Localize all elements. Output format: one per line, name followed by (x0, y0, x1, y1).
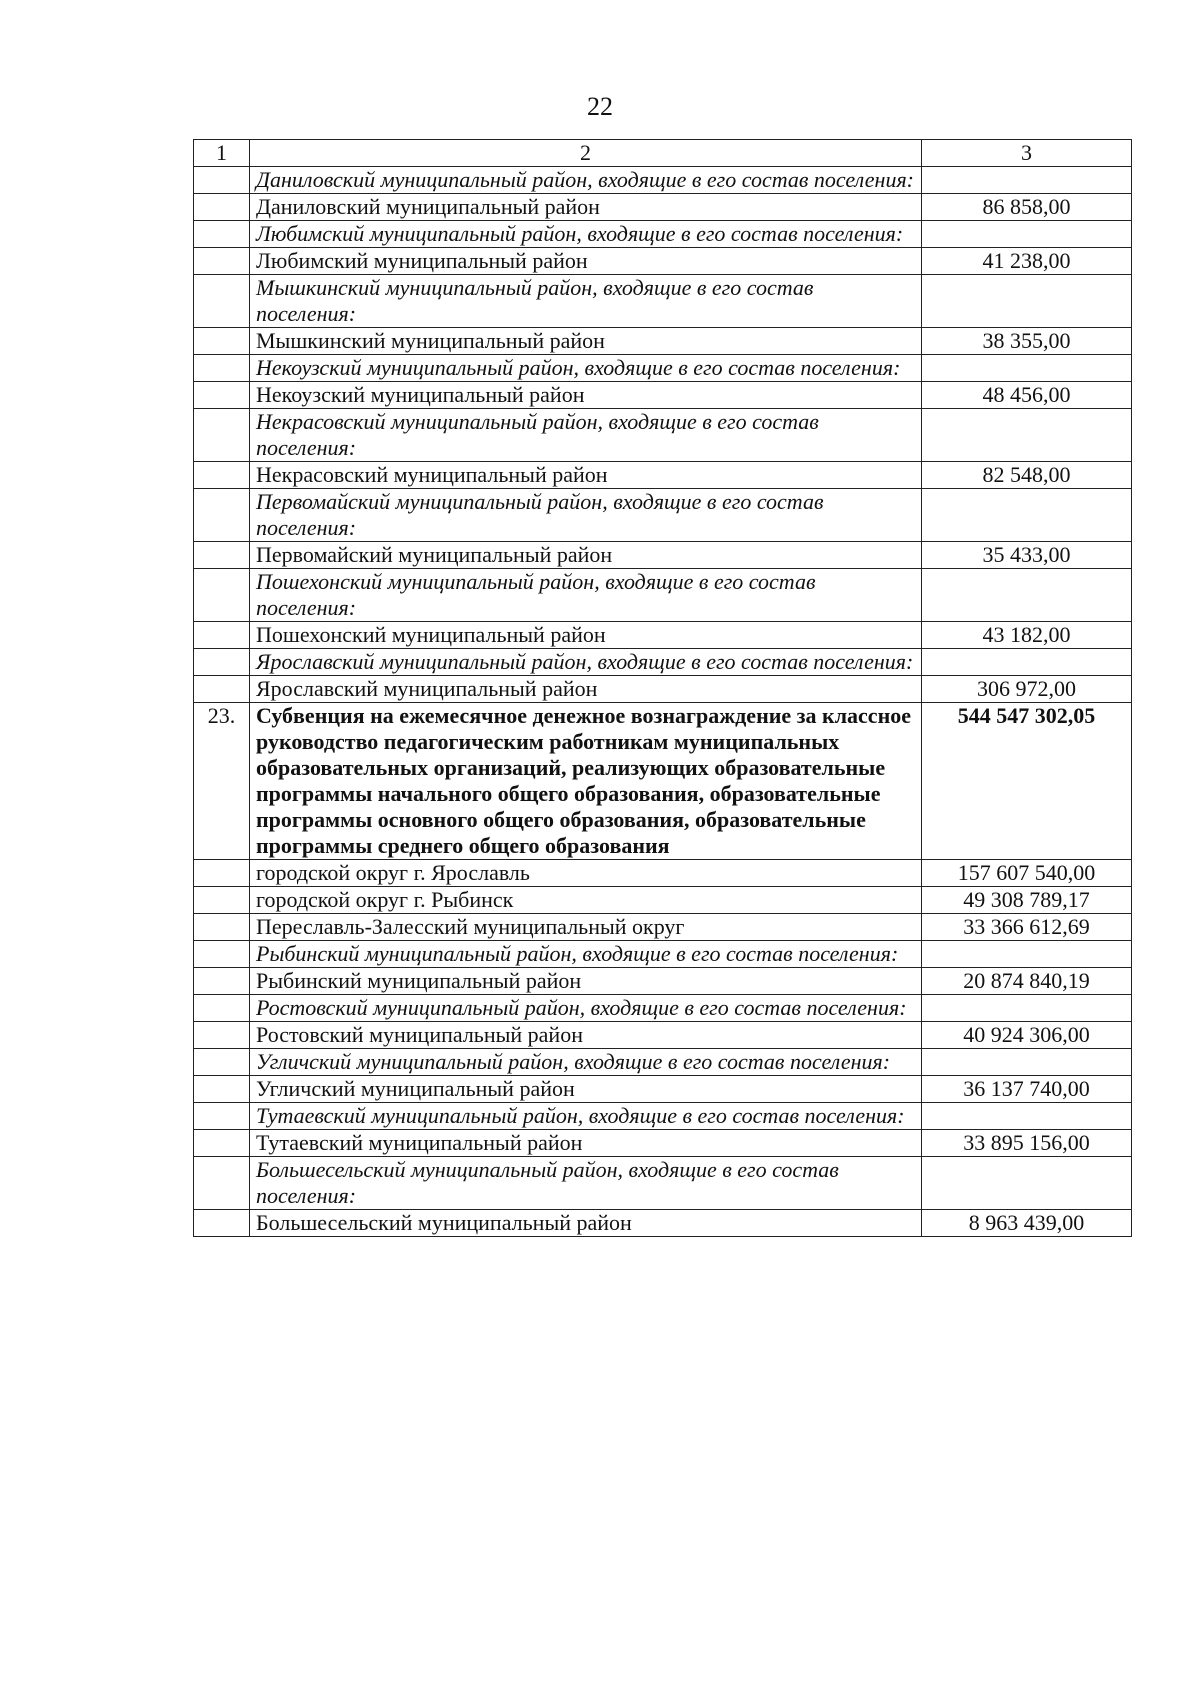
amount-cell (922, 355, 1132, 382)
district-name-cell: Тутаевский муниципальный район, входящие в его состав поселения: (250, 1103, 922, 1130)
amount-cell: 33 895 156,00 (922, 1130, 1132, 1157)
amount-cell: 38 355,00 (922, 328, 1132, 355)
row-number-cell (194, 355, 250, 382)
amount-cell (922, 941, 1132, 968)
amount-cell (922, 1157, 1132, 1210)
district-row (194, 382, 1132, 409)
section-number: 23. (194, 703, 250, 860)
district-row (194, 676, 1132, 703)
district-name-cell: Ростовский муниципальный район, входящие в его состав поселения: (250, 995, 922, 1022)
amount-cell (922, 409, 1132, 462)
row-number-cell (194, 221, 250, 248)
amount-cell: 41 238,00 (922, 248, 1132, 275)
district-group-row (194, 1049, 1132, 1076)
amount-cell: 36 137 740,00 (922, 1076, 1132, 1103)
district-group-row (194, 1103, 1132, 1130)
row-number-cell (194, 649, 250, 676)
row-number-cell (194, 622, 250, 649)
district-row (194, 1210, 1132, 1237)
district-name-cell: Пошехонский муниципальный район (250, 622, 922, 649)
district-group-row (194, 355, 1132, 382)
row-number-cell (194, 569, 250, 622)
row-number-cell (194, 676, 250, 703)
district-name-cell: Некрасовский муниципальный район (250, 462, 922, 489)
row-number-cell (194, 1103, 250, 1130)
amount-cell (922, 649, 1132, 676)
amount-cell: 20 874 840,19 (922, 968, 1132, 995)
district-row (194, 1076, 1132, 1103)
column-number-row (194, 140, 1132, 167)
district-name-cell: Любимский муниципальный район (250, 248, 922, 275)
district-name-cell: Тутаевский муниципальный район (250, 1130, 922, 1157)
district-name-cell: Любимский муниципальный район, входящие в его состав поселения: (250, 221, 922, 248)
row-number-cell (194, 1210, 250, 1237)
district-name-cell: Некоузский муниципальный район, входящие в его состав поселения: (250, 355, 922, 382)
row-number-cell (194, 1076, 250, 1103)
amount-cell: 82 548,00 (922, 462, 1132, 489)
row-number-cell (194, 382, 250, 409)
district-name-cell: Угличский муниципальный район, входящие в его состав поселения: (250, 1049, 922, 1076)
row-number-cell (194, 1022, 250, 1049)
district-row (194, 194, 1132, 221)
row-number-cell (194, 328, 250, 355)
amount-cell (922, 489, 1132, 542)
amount-cell: 35 433,00 (922, 542, 1132, 569)
row-number-cell (194, 860, 250, 887)
district-name-cell: Некрасовский муниципальный район, входящие в его состав поселения: (250, 409, 922, 462)
district-name-cell: Мышкинский муниципальный район (250, 328, 922, 355)
row-number-cell (194, 1157, 250, 1210)
district-name-cell: Угличский муниципальный район (250, 1076, 922, 1103)
district-row (194, 914, 1132, 941)
amount-cell (922, 275, 1132, 328)
amount-cell (922, 1049, 1132, 1076)
page-number: 22 (587, 92, 613, 121)
district-name-cell: Некоузский муниципальный район (250, 382, 922, 409)
amount-cell (922, 569, 1132, 622)
row-number-cell (194, 1049, 250, 1076)
district-group-row (194, 995, 1132, 1022)
district-group-row (194, 941, 1132, 968)
district-row (194, 1130, 1132, 1157)
district-row (194, 1022, 1132, 1049)
amount-cell: 86 858,00 (922, 194, 1132, 221)
row-number-cell (194, 489, 250, 542)
row-number-cell (194, 167, 250, 194)
appropriations-table (193, 139, 1132, 1237)
district-row (194, 542, 1132, 569)
amount-cell (922, 221, 1132, 248)
amount-cell: 157 607 540,00 (922, 860, 1132, 887)
row-number-cell (194, 887, 250, 914)
district-name-cell: Даниловский муниципальный район (250, 194, 922, 221)
row-number-cell (194, 275, 250, 328)
district-name-cell: Мышкинский муниципальный район, входящие в его состав поселения: (250, 275, 922, 328)
amount-cell: 33 366 612,69 (922, 914, 1132, 941)
amount-cell: 48 456,00 (922, 382, 1132, 409)
district-row (194, 622, 1132, 649)
amount-cell (922, 167, 1132, 194)
district-name-cell: Рыбинский муниципальный район, входящие в его состав поселения: (250, 941, 922, 968)
column-number-3: 3 (922, 140, 1132, 167)
section-total: 544 547 302,05 (922, 703, 1132, 860)
district-name-cell: Большесельский муниципальный район (250, 1210, 922, 1237)
district-name-cell: Первомайский муниципальный район, входящие в его состав поселения: (250, 489, 922, 542)
amount-cell: 43 182,00 (922, 622, 1132, 649)
district-name-cell: Рыбинский муниципальный район (250, 968, 922, 995)
district-group-row (194, 167, 1132, 194)
district-group-row (194, 569, 1132, 622)
district-name-cell: Даниловский муниципальный район, входящие в его состав поселения: (250, 167, 922, 194)
row-number-cell (194, 941, 250, 968)
amount-cell: 40 924 306,00 (922, 1022, 1132, 1049)
row-number-cell (194, 542, 250, 569)
district-row (194, 860, 1132, 887)
district-row (194, 328, 1132, 355)
section-title: Субвенция на ежемесячное денежное вознаграждение за классное руководство педагогическим работникам муниципальных образовательных организаций, реализующих образовательные программы начального общего образования, образовательные программы основного общего образования, образовательные программы среднего общего образования (250, 703, 922, 860)
amount-cell: 49 308 789,17 (922, 887, 1132, 914)
district-name-cell: городской округ г. Рыбинск (250, 887, 922, 914)
district-group-row (194, 649, 1132, 676)
district-name-cell: Ярославский муниципальный район, входящие в его состав поселения: (250, 649, 922, 676)
district-name-cell: Большесельский муниципальный район, входящие в его состав поселения: (250, 1157, 922, 1210)
row-number-cell (194, 968, 250, 995)
amount-cell (922, 995, 1132, 1022)
row-number-cell (194, 194, 250, 221)
amount-cell: 306 972,00 (922, 676, 1132, 703)
district-name-cell: Ярославский муниципальный район (250, 676, 922, 703)
district-group-row (194, 489, 1132, 542)
district-row (194, 887, 1132, 914)
column-number-1: 1 (194, 140, 250, 167)
district-row (194, 968, 1132, 995)
district-name-cell: Переславль-Залесский муниципальный округ (250, 914, 922, 941)
row-number-cell (194, 462, 250, 489)
row-number-cell (194, 995, 250, 1022)
district-group-row (194, 275, 1132, 328)
row-number-cell (194, 1130, 250, 1157)
district-name-cell: Пошехонский муниципальный район, входящие в его состав поселения: (250, 569, 922, 622)
amount-cell (922, 1103, 1132, 1130)
district-row (194, 248, 1132, 275)
row-number-cell (194, 248, 250, 275)
section-23-header-row (194, 703, 1132, 860)
district-name-cell: Ростовский муниципальный район (250, 1022, 922, 1049)
column-number-2: 2 (250, 140, 922, 167)
district-group-row (194, 409, 1132, 462)
row-number-cell (194, 409, 250, 462)
district-group-row (194, 1157, 1132, 1210)
district-group-row (194, 221, 1132, 248)
row-number-cell (194, 914, 250, 941)
amount-cell: 8 963 439,00 (922, 1210, 1132, 1237)
district-name-cell: Первомайский муниципальный район (250, 542, 922, 569)
district-name-cell: городской округ г. Ярославль (250, 860, 922, 887)
district-row (194, 462, 1132, 489)
